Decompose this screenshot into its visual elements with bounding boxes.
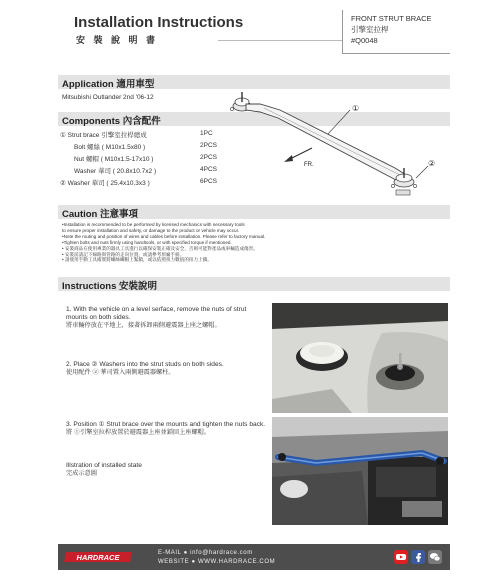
step-2-en: 2. Place ② Washers into the strut studs on both sides. <box>66 361 224 368</box>
callout-2-leader <box>416 166 428 178</box>
product-box <box>342 10 450 54</box>
component-name: ② Washer 華司 ( 25.4x10.3x3 ) <box>60 180 150 187</box>
strut-brace-diagram <box>220 84 450 202</box>
instructions-heading-bar <box>58 277 450 291</box>
step-3-zh: 將 ①引擎室拉桿放置於避震器上座並鎖回上座螺帽。 <box>66 429 211 436</box>
page-header <box>0 0 500 62</box>
doc-subtitle: 安 裝 說 明 書 <box>76 35 159 45</box>
caution-line: •Installation is recommended to be performed by licensed mechanics with necessary tools <box>62 222 245 227</box>
step-2 <box>66 361 266 377</box>
facebook-icon[interactable] <box>411 550 425 564</box>
step-3-en: 3. Position ① Strut brace over the mounts and tighten the nuts back. <box>66 421 266 428</box>
logo-text: HARDRACE <box>76 553 120 562</box>
youtube-icon[interactable] <box>394 550 408 564</box>
caution-heading: Caution 注意事項 <box>62 209 138 220</box>
page-footer <box>58 544 450 570</box>
caution-line: • 安裝前請記下線路與管路的走向位置，或請參考原廠手冊。 <box>62 251 185 257</box>
caution-line: to ensure proper installation and safety, or damage to the product or vehicle may occur. <box>62 227 240 233</box>
component-name: Washer 華司 ( 20.8x10.7x2 ) <box>74 168 157 175</box>
component-qty: 6PCS <box>200 178 217 185</box>
callout-1-leader <box>328 110 350 134</box>
step-2-zh: 使用配件 ② 華司置入兩側避震器螺柱。 <box>66 369 175 376</box>
contact-email: E-MAIL ● info@hardrace.com <box>158 550 253 556</box>
components-heading: Components 內含配件 <box>62 116 161 127</box>
step-1-en: 1. With the vehicle on a level serface, remove the nuts of strut mounts on both sides. <box>66 306 247 321</box>
contact-website: WEBSITE ● WWW.HARDRACE.COM <box>158 559 276 565</box>
component-qty: 2PCS <box>200 154 217 161</box>
installed-state-caption <box>66 462 266 478</box>
caution-line: • 安裝商品在使用專業的器具工具進行以確保安裝正確及安全，否則可能對產品或車輛造成傷害。 <box>62 245 258 251</box>
product-name: FRONT STRUT BRACE <box>351 14 432 23</box>
vehicle-fitment: Mitsubishi Outlander 2nd '06-12 <box>62 94 154 101</box>
component-qty: 4PCS <box>200 166 217 173</box>
wechat-icon[interactable] <box>428 550 442 564</box>
caution-line: •Tighten bolts and nuts firmly using handtools, or with specified torque if mentioned. <box>62 239 232 245</box>
application-heading: Application 適用車型 <box>62 79 155 90</box>
component-name: Bolt 螺絲 ( M10x1.5x80 ) <box>74 144 146 151</box>
component-qty: 1PC <box>200 130 213 137</box>
product-name-zh: 引擎室拉桿 <box>351 25 389 34</box>
callout-2-label: ② <box>428 159 436 168</box>
doc-title: Installation Instructions <box>74 14 244 31</box>
step-3 <box>66 421 266 437</box>
front-direction-arrow <box>284 148 312 162</box>
caution-line: •Note the routing and position of wires and cables before installation. Please refer to factory manual. <box>62 233 266 239</box>
installed-state-zh: 完成示意圖 <box>66 470 97 477</box>
strut-bar-highlight <box>264 108 402 176</box>
hardrace-logo <box>64 549 134 565</box>
caution-list <box>62 222 452 263</box>
step-1-zh: 將車輛停放在平地上，接著拆卸兩側避震器上座之螺帽。 <box>66 322 221 329</box>
contact-info <box>158 549 275 567</box>
caution-heading-bar <box>58 205 450 219</box>
installed-state-en: Illstration of installed state <box>66 462 142 469</box>
component-name: Nut 螺帽 ( M10x1.5-17x10 ) <box>74 156 154 163</box>
social-links <box>394 550 442 564</box>
part-number: #Q0048 <box>351 36 378 45</box>
caution-line: • 請使用手動工具確實將螺絲螺帽上緊鎖，或以依照扭力數值的扭力上鎖。 <box>62 257 212 263</box>
component-name: ① Strut brace 引擎室拉桿總成 <box>60 132 147 139</box>
instructions-heading: Instructions 安裝說明 <box>62 281 158 292</box>
strut-bar <box>246 104 410 182</box>
component-qty: 2PCS <box>200 142 217 149</box>
front-direction-label: FR. <box>304 162 314 168</box>
strut-mount-photo <box>272 303 448 413</box>
header-rule <box>218 40 342 41</box>
installed-engine-bay-photo <box>272 417 448 525</box>
step-1 <box>66 306 266 330</box>
callout-1-label: ① <box>352 104 360 113</box>
